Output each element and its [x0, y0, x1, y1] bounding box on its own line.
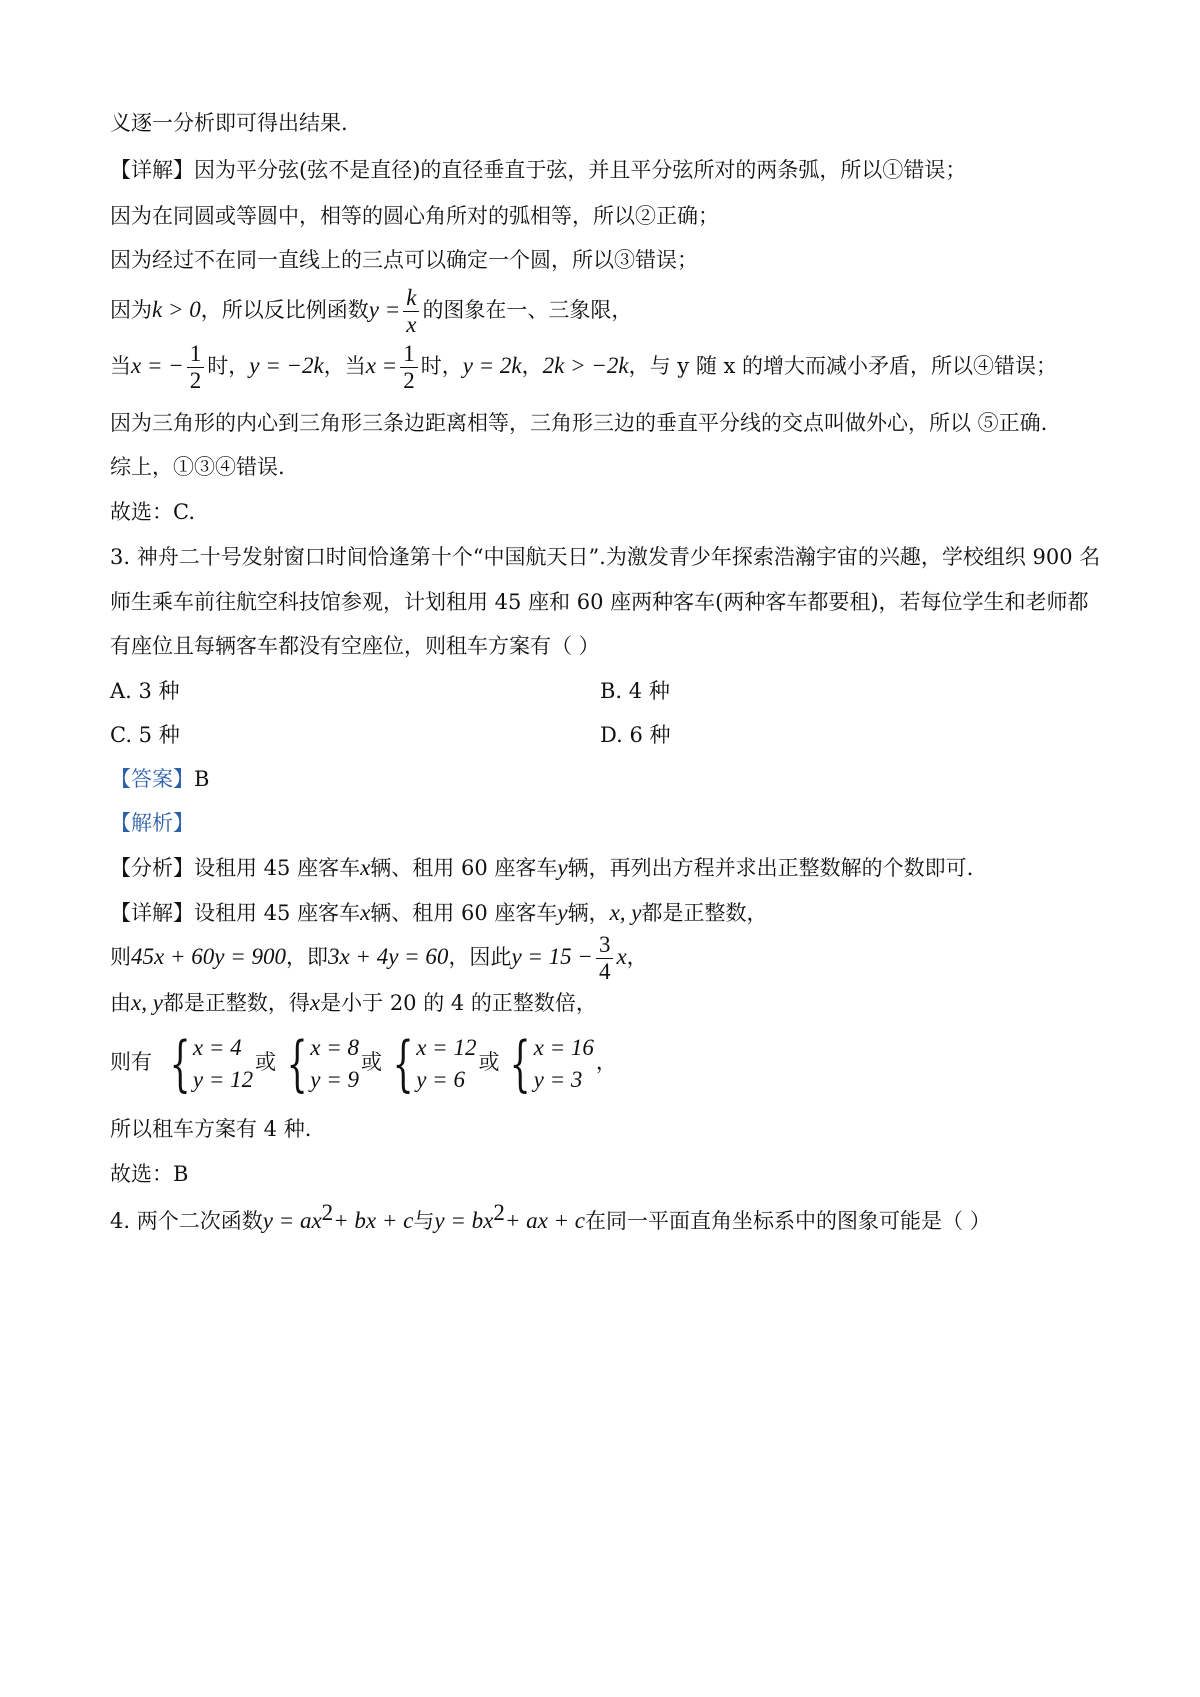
option-d: D. 6 种 — [600, 723, 671, 747]
question-3-line: 3. 神舟二十号发射窗口时间恰逢第十个“中国航天日”.为激发青少年探索浩瀚宇宙的兴趣，学校组织 900 名 — [110, 545, 1101, 569]
analysis-line: 【分析】设租用 45 座客车x辆、租用 60 座客车y辆，再列出方程并求出正整数解的个数即可. — [110, 855, 974, 880]
detail-line: 【详解】设租用 45 座客车x辆、租用 60 座客车y辆，x, y都是正整数， — [110, 900, 768, 925]
equation-line: 则45x + 60y = 900，即3x + 4y = 60，因此y = 15 − $\frac{3}{4}$ x， — [110, 932, 648, 984]
analysis-tag: 【解析】 — [110, 811, 194, 835]
text-line: 由x, y都是正整数，得x是小于 20 的 4 的正整数倍， — [110, 990, 597, 1015]
answer-tag: 【答案】 — [110, 767, 194, 791]
option-c: C. 5 种 — [110, 723, 180, 747]
text-line: 所以租车方案有 4 种. — [110, 1117, 312, 1141]
equation-system: { x = 12 y = 6 — [392, 1028, 477, 1099]
detail-tag: 【详解】 — [110, 158, 194, 182]
text-line: 义逐一分析即可得出结果. — [110, 111, 348, 135]
fraction: $\frac{1}{2}$ — [187, 341, 205, 394]
answer-value: B — [194, 767, 210, 791]
question-4-line: 4. 两个二次函数$y = ax^2+$ bx + c与$y = bx^2+$ ax + c在同一平面直角坐标系中的图象可能是（ ） — [110, 1200, 991, 1233]
question-3-line: 有座位且每辆客车都没有空座位，则租车方案有（ ） — [110, 634, 600, 658]
equation-system: { x = 8 y = 9 — [286, 1028, 360, 1099]
answer-line — [110, 764, 209, 794]
solutions-line: 则有 { x = 4 y = 12 或 { x = 8 y = 9 或 { x = 12 y = 6 或 { x = 16 y = 3 ， — [110, 1028, 617, 1099]
question-3-line: 师生乘车前往航空科技馆参观，计划租用 45 座和 60 座两种客车(两种客车都要租)，若每位学生和老师都 — [110, 590, 1089, 614]
text-line: 故选：B — [110, 1162, 189, 1186]
equation-system: { x = 16 y = 3 — [510, 1028, 594, 1099]
text-line: 当x = − $\frac{1}{2}$ 时，y = −2k，当x = $\frac{1}{2}$ 时，y = 2k，2k > −2k，与 y 随 x 的增大而减小矛盾，所以④错误； — [110, 341, 1058, 393]
option-b: B. 4 种 — [600, 679, 670, 703]
text-line: 综上，①③④错误. — [110, 455, 285, 479]
analysis-header — [110, 808, 194, 838]
text-line: 因为在同圆或等圆中，相等的圆心角所对的弧相等，所以②正确； — [110, 204, 719, 228]
fraction: $\frac{k}{x}$ — [403, 285, 419, 338]
fraction: $\frac{1}{2}$ — [400, 341, 418, 394]
option-a: A. 3 种 — [110, 679, 180, 703]
text-line: 因为三角形的内心到三角形三条边距离相等，三角形三边的垂直平分线的交点叫做外心，所以 ⑤正确. — [110, 411, 1048, 435]
text-line: 故选：C. — [110, 500, 195, 524]
equation-system: { x = 4 y = 12 — [169, 1028, 254, 1099]
text-line: 因为k > 0，所以反比例函数y = $\frac{k}{x}$ 的图象在一、三象限， — [110, 285, 633, 337]
text-line: 因为经过不在同一直线上的三点可以确定一个圆，所以③错误； — [110, 248, 698, 272]
detail-line: 【详解】因为平分弦(弦不是直径)的直径垂直于弦，并且平分弦所对的两条弧，所以①错误； — [110, 158, 967, 182]
fraction: $\frac{3}{4}$ — [596, 932, 614, 985]
